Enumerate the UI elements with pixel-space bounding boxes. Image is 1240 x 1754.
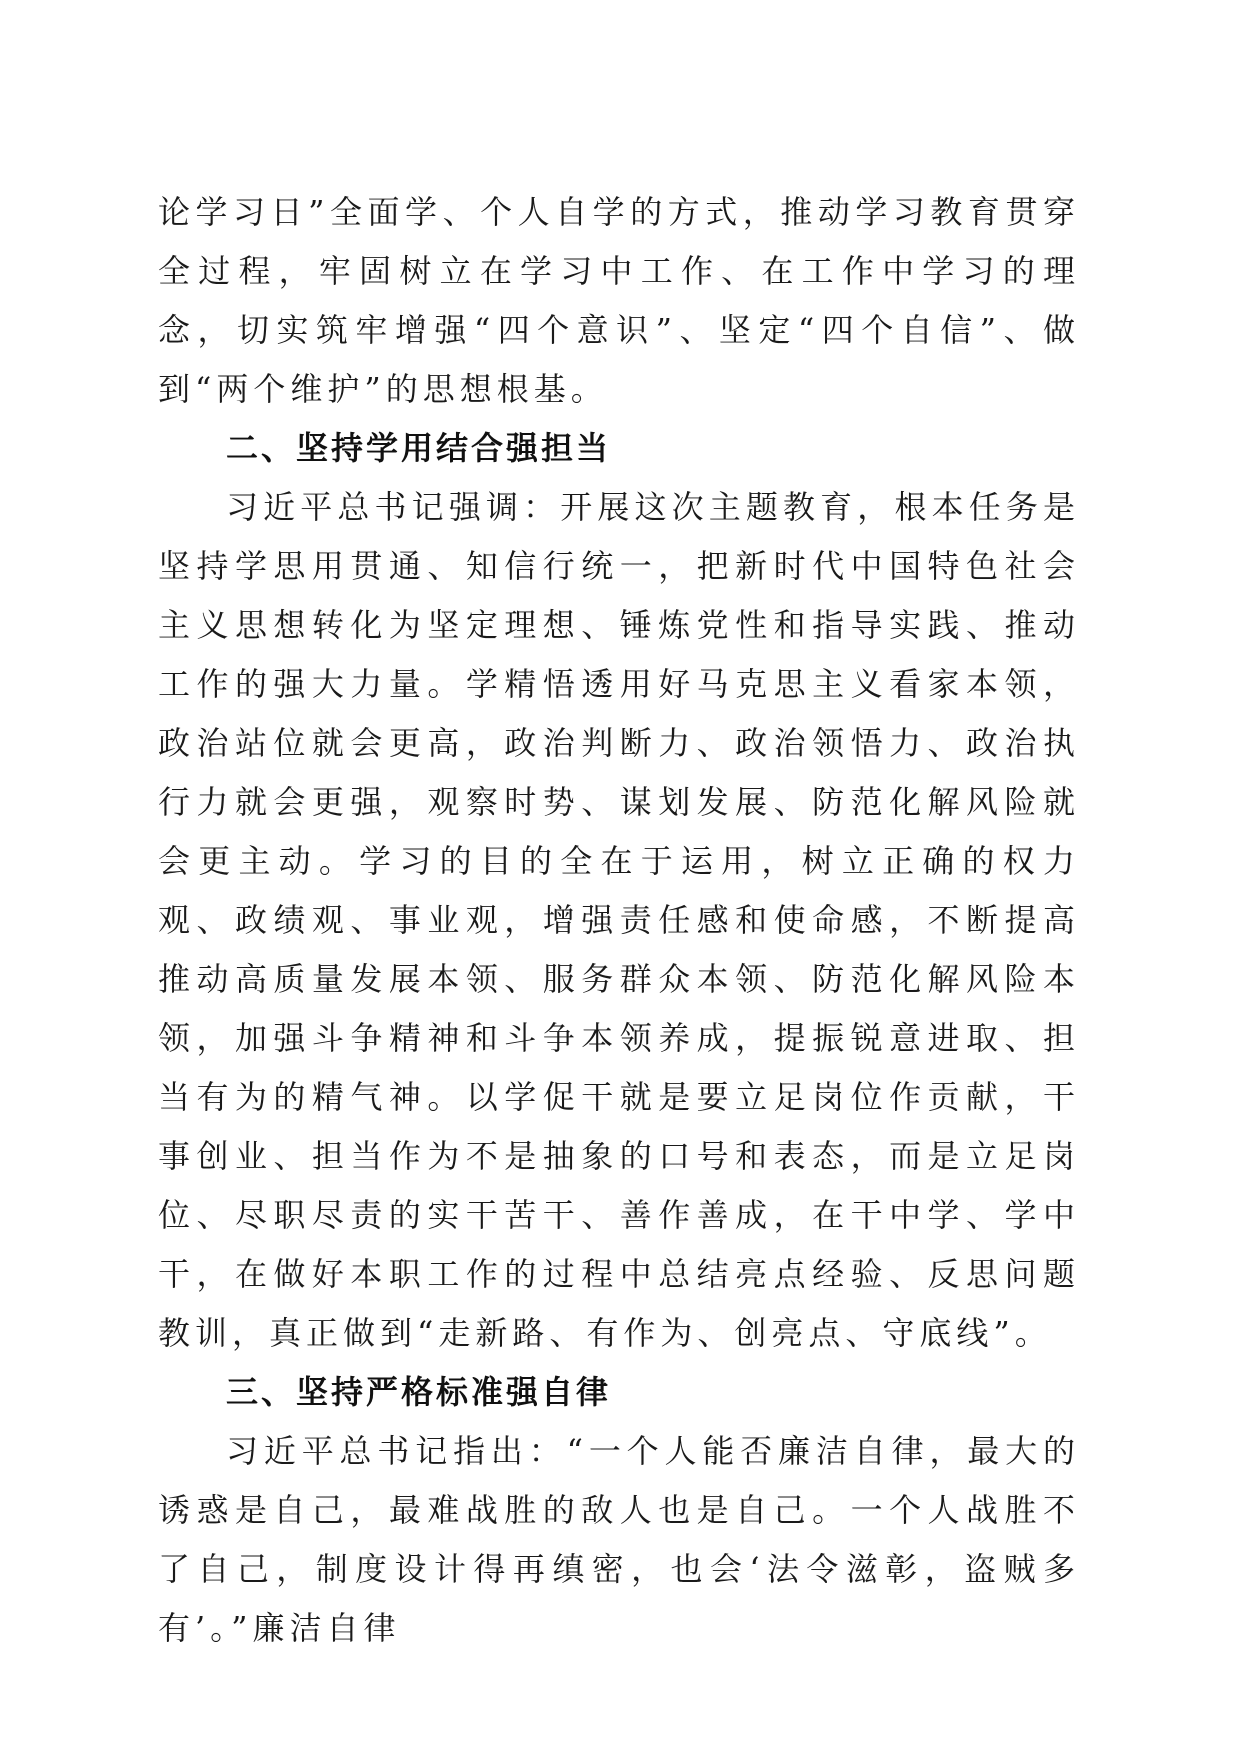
document-body xyxy=(158,183,1080,1658)
paragraph-section-3: 习近平总书记指出：“一个人能否廉洁自律，最大的诱惑是自己，最难战胜的敌人也是自己。一个人战胜不了自己，制度设计得再缜密，也会‘法令滋彰，盗贼多有’。”廉洁自律 xyxy=(158,1432,1080,1647)
paragraph-continuation: 论学习日”全面学、个人自学的方式，推动学习教育贯穿全过程，牢固树立在学习中工作、在工作中学习的理念，切实筑牢增强“四个意识”、坚定“四个自信”、做到“两个维护”的思想根基。 xyxy=(158,193,1080,408)
section-heading-2: 二、坚持学用结合强担当 xyxy=(226,429,612,467)
paragraph-section-2: 习近平总书记强调：开展这次主题教育，根本任务是坚持学思用贯通、知信行统一，把新时代中国特色社会主义思想转化为坚定理想、锤炼党性和指导实践、推动工作的强大力量。学精悟透用好马克思主义看家本领，政治站位就会更高，政治判断力、政治领悟力、政治执行力就会更强，观察时势、谋划发展、防范化解风险就会更主动。学习的目的全在于运用，树立正确的权力观、政绩观、事业观，增强责任感和使命感，不断提高推动高质量发展本领、服务群众本领、防范化解风险本领，加强斗争精神和斗争本领养成，提振锐意进取、担当有为的精气神。以学促干就是要立足岗位作贡献，干事创业、担当作为不是抽象的口号和表态，而是立足岗位、尽职尽责的实干苦干、善作善成，在干中学、学中干，在做好本职工作的过程中总结亮点经验、反思问题教训，真正做到“走新路、有作为、创亮点、守底线”。 xyxy=(158,488,1080,1352)
section-heading-3: 三、坚持严格标准强自律 xyxy=(226,1373,612,1411)
